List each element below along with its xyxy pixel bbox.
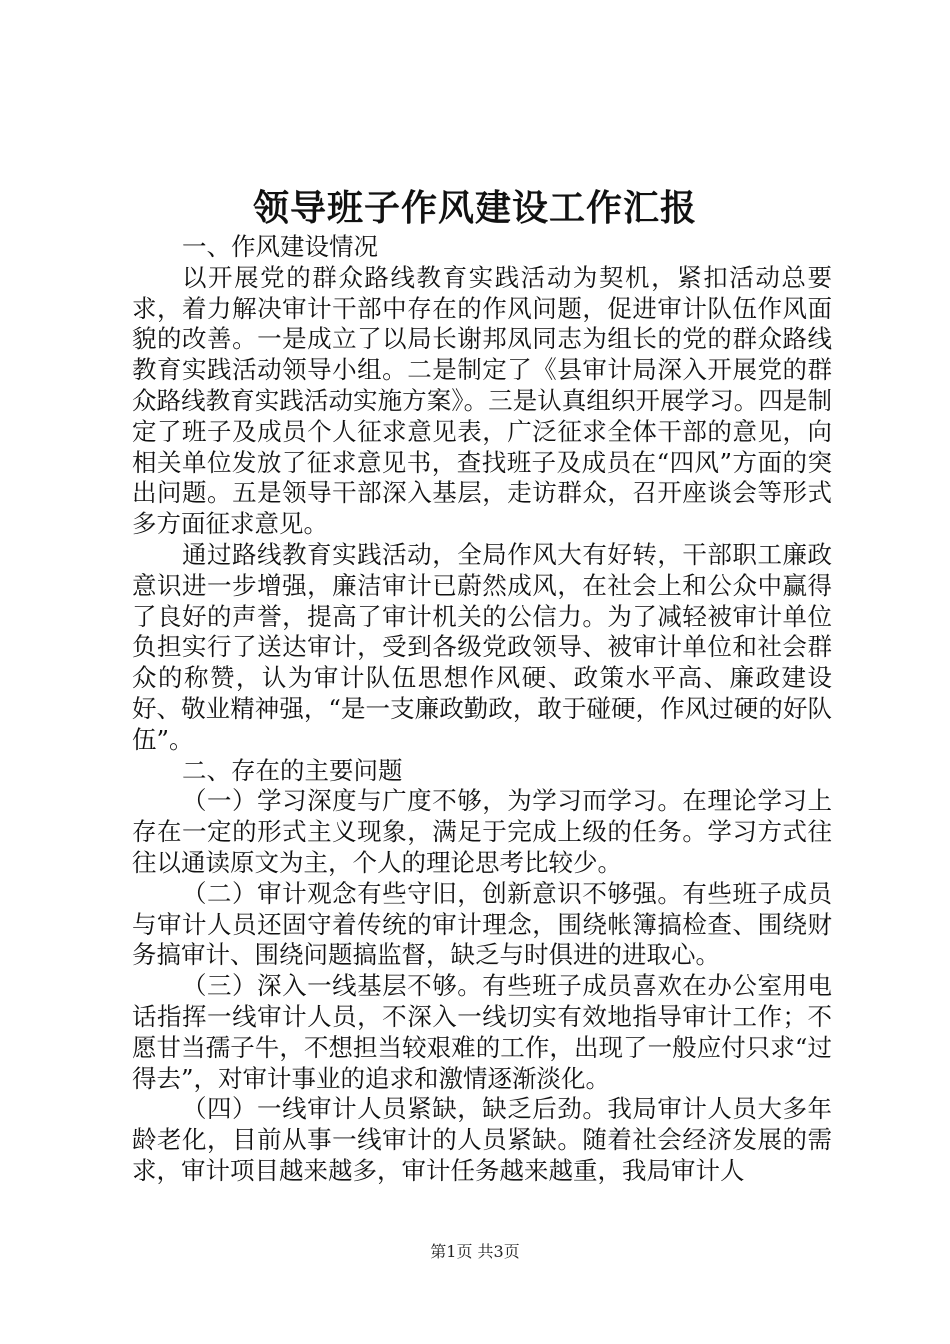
body-paragraph-2: 通过路线教育实践活动，全局作风大有好转，干部职工廉政意识进一步增强，廉洁审计已蔚然成风，在社会上和公众中赢得了良好的声誉，提高了审计机关的公信力。为了减轻被审计单位负担实行了送达审计，受到各级党政领导、被审计单位和社会群众的称赞，认为审计队伍思想作风硬、政策水平高、廉政建设好、敬业精神强，“是一支廉政勤政，敢于碰硬，作风过硬的好队伍”。 [132, 539, 832, 754]
body-paragraph-1: 以开展党的群众路线教育实践活动为契机，紧扣活动总要求，着力解决审计干部中存在的作风问题，促进审计队伍作风面貌的改善。一是成立了以局长谢邦凤同志为组长的党的群众路线教育实践活动领导小组。二是制定了《县审计局深入开展党的群众路线教育实践活动实施方案》。三是认真组织开展学习。四是制定了班子及成员个人征求意见表，广泛征求全体干部的意见，向相关单位发放了征求意见书，查找班子及成员在“四风”方面的突出问题。五是领导干部深入基层，走访群众，召开座谈会等形式多方面征求意见。 [132, 262, 832, 539]
page-footer: 第1页 共3页 [430, 1242, 520, 1261]
document-body [132, 232, 832, 1187]
problem-item-3: （三）深入一线基层不够。有些班子成员喜欢在办公室用电话指挥一线审计人员，不深入一线切实有效地指导审计工作；不愿甘当孺子牛，不想担当较艰难的工作，出现了一般应付只求“过得去”，对审计事业的追求和激情逐渐淡化。 [132, 971, 832, 1093]
problem-item-2: （二）审计观念有些守旧，创新意识不够强。有些班子成员与审计人员还固守着传统的审计理念，围绕帐簿搞检查、围绕财务搞审计、围绕问题搞监督，缺乏与时俱进的进取心。 [132, 878, 832, 970]
document-title: 领导班子作风建设工作汇报 [252, 187, 697, 229]
problem-item-4: （四）一线审计人员紧缺，缺乏后劲。我局审计人员大多年龄老化，目前从事一线审计的人员紧缺。随着社会经济发展的需求，审计项目越来越多，审计任务越来越重，我局审计人 [132, 1094, 832, 1185]
problem-item-1: （一）学习深度与广度不够，为学习而学习。在理论学习上存在一定的形式主义现象，满足于完成上级的任务。学习方式往往以通读原文为主，个人的理论思考比较少。 [132, 786, 832, 877]
section-heading-1: 一、作风建设情况 [182, 232, 378, 261]
section-heading-2: 二、存在的主要问题 [182, 755, 403, 785]
